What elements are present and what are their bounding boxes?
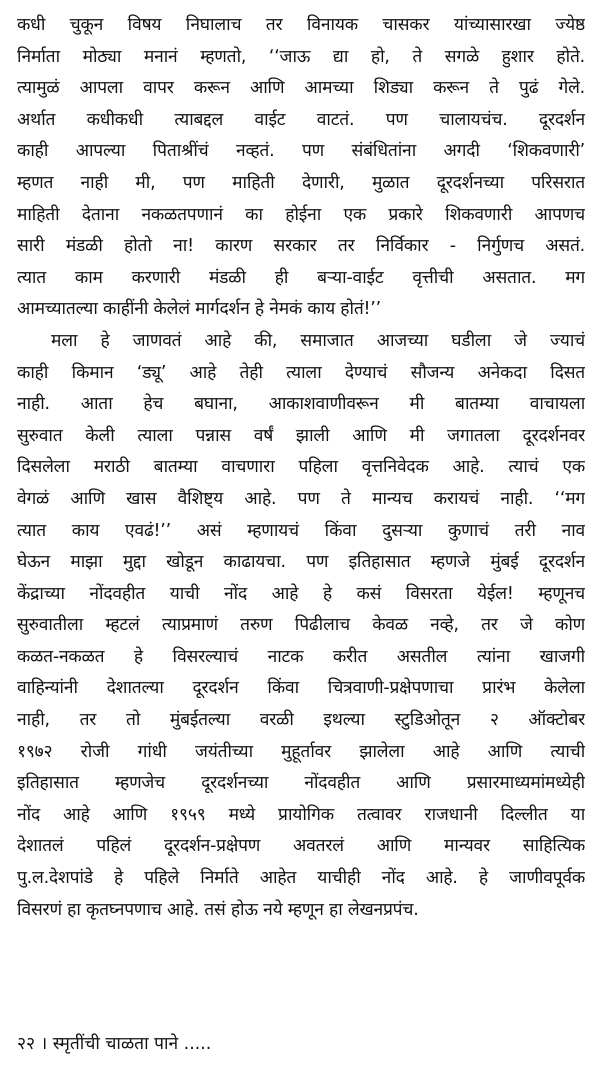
text-line: घेऊन माझा मुद्दा खोडून काढायचा. पण इतिहासात म्हणजे मुंबई दूरदर्शन [17,552,585,573]
text-line: त्यामुळं आपला वापर करून आणि आमच्या शिड्या करून ते पुढं गेले. [17,78,585,99]
text-line: कधी चुकून विषय निघालाच तर विनायक चासकर यांच्यासारखा ज्येष्ठ [17,15,585,35]
text-line: सुरुवात केली त्याला पन्नास वर्षं झाली आणि मी जगातला दूरदर्शनवर [17,425,585,446]
text-line: माहिती देताना नकळतपणानं का होईना एक प्रकारे शिकवणारी आपणच [17,204,585,225]
text-line: त्यात काम करणारी मंडळी ही बऱ्या-वाईट वृत्तीची असतात. मग [17,267,585,288]
text-line: वेगळं आणि खास वैशिष्ट्य आहे. पण ते मान्यच करायचं नाही. ‘‘मग [17,488,585,509]
paragraph [17,10,585,326]
text-line: आमच्यातल्या काहींनी केलेलं मार्गदर्शन हे नेमकं काय होतं!’’ [17,299,381,320]
text-line: केंद्राच्या नोंदवहीत याची नोंद आहे हे कसं विसरता येईल! म्हणूनच [17,583,585,604]
text-line: म्हणत नाही मी, पण माहिती देणारी, मुळात दूरदर्शनच्या परिसरात [17,172,585,193]
text-line: निर्माता मोठ्या मनानं म्हणतो, ‘‘जाऊ द्या हो, ते सगळे हुशार होते. [17,46,585,67]
text-line: सुरुवातीला म्हटलं त्याप्रमाणं तरुण पिढीलाच केवळ नव्हे, तर जे कोण [17,615,585,636]
text-line: नाही, तर तो मुंबईतल्या वरळी इथल्या स्टुडिओतून २ ऑक्टोबर [17,710,585,731]
text-line: नाही. आता हेच बघाना, आकाशवाणीवरून मी बातम्या वाचायला [17,394,585,415]
text-line: कळत-नकळत हे विसरल्याचं नाटक करीत असतील त्यांना खाजगी [17,646,585,667]
text-line: १९७२ रोजी गांधी जयंतीच्या मुहूर्तावर झालेला आहे आणि त्याची [17,741,585,762]
paragraph [17,326,585,926]
text-line: मला हे जाणवतं आहे की, समाजात आजच्या घडीला जे ज्याचं [51,330,585,351]
text-line: त्यात काय एवढं!’’ असं म्हणायचं किंवा दुसऱ्या कुणाचं तरी नाव [17,520,585,541]
text-line: काही किमान ‘ड्यू’ आहे तेही त्याला देण्याचं सौजन्य अनेकदा दिसत [17,362,585,383]
text-line: इतिहासात म्हणजेच दूरदर्शनच्या नोंदवहीत आणि प्रसारमाध्यमांमध्येही [17,773,585,794]
text-line: अर्थात कधीकधी त्याबद्दल वाईट वाटतं. पण चालायचंच. दूरदर्शन [17,109,585,130]
text-line: पु.ल.देशपांडे हे पहिले निर्माते आहेत याचीही नोंद आहे. हे जाणीवपूर्वक [17,868,585,889]
body-text [17,10,585,926]
text-line: सारी मंडळी होतो ना! कारण सरकार तर निर्विकार - निर्गुणच असतं. [17,236,585,257]
page-footer: २२ । स्मृतींची चाळता पाने ..... [17,1034,212,1054]
text-line: वाहिन्यांनी देशातल्या दूरदर्शन किंवा चित्रवाणी-प्रक्षेपणाचा प्रारंभ केलेला [17,678,585,699]
text-line: काही आपल्या पिताश्रींचं नव्हतं. पण संबंधितांना अगदी ‘शिकवणारी’ [17,141,585,162]
text-line: नोंद आहे आणि १९५९ मध्ये प्रायोगिक तत्वावर राजधानी दिल्लीत या [17,804,585,825]
text-line: दिसलेला मराठी बातम्या वाचणारा पहिला वृत्तनिवेदक आहे. त्याचं एक [17,457,585,478]
text-line: विसरणं हा कृतघ्नपणाच आहे. तसं होऊ नये म्हणून हा लेखनप्रपंच. [17,899,419,920]
text-line: देशातलं पहिलं दूरदर्शन-प्रक्षेपण अवतरलं आणि मान्यवर साहित्यिक [17,836,585,857]
